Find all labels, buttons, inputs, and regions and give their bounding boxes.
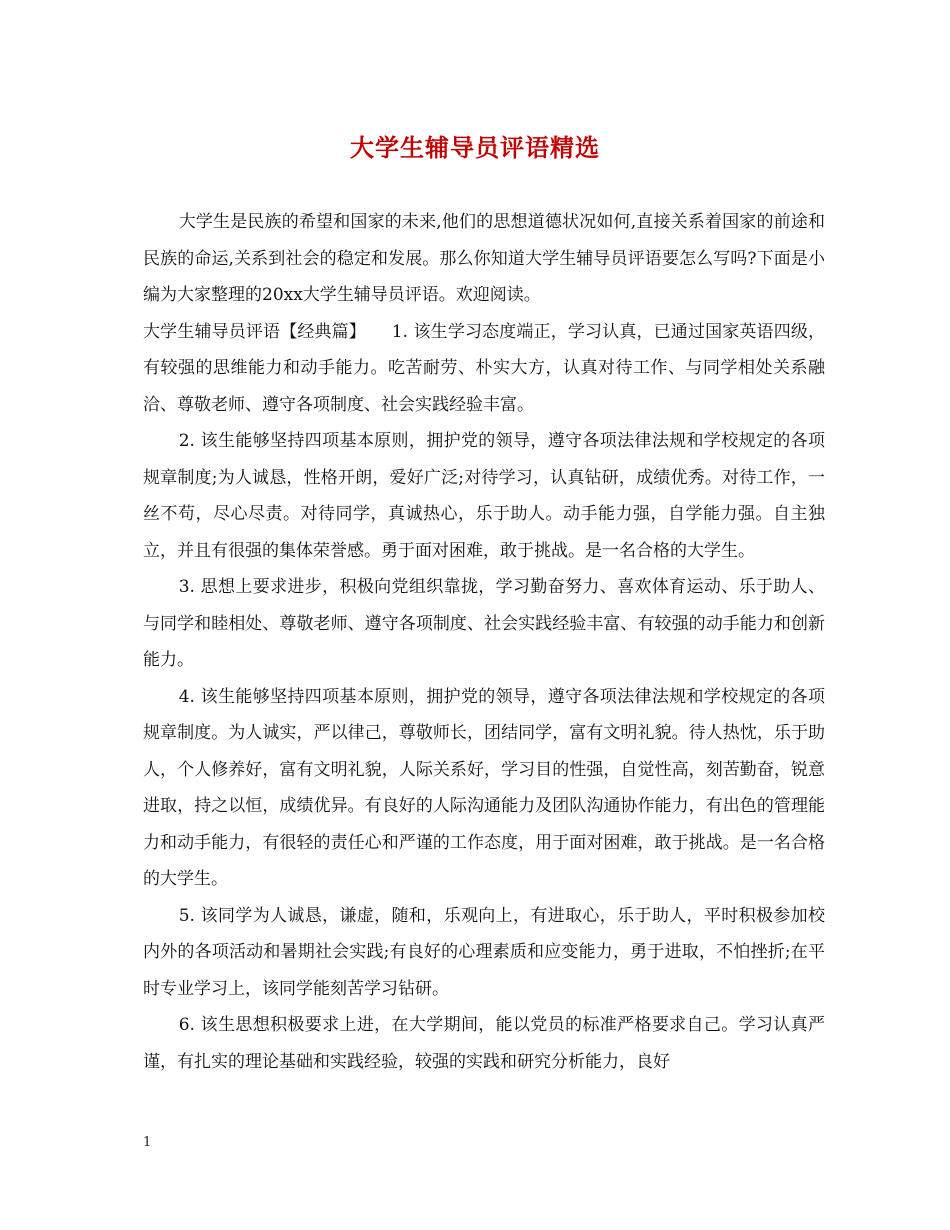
paragraph-item-1: 大学生辅导员评语【经典篇】 1. 该生学习态度端正，学习认真，已通过国家英语四级，有较强的思维能力和动手能力。吃苦耐劳、朴实大方，认真对待工作、与同学相处关系融洽、尊敬老师、遵守各项制度、社会实践经验丰富。 <box>143 321 825 415</box>
paragraph-item-6: 6. 该生思想积极要求上进，在大学期间，能以党员的标准严格要求自己。学习认真严谨，有扎实的理论基础和实践经验，较强的实践和研究分析能力，良好 <box>143 1015 825 1072</box>
paragraph-item-4: 4. 该生能够坚持四项基本原则，拥护党的领导，遵守各项法律法规和学校规定的各项规章制度。为人诚实，严以律己，尊敬师长，团结同学，富有文明礼貌。待人热忱，乐于助人，个人修养好，富有文明礼貌，人际关系好，学习目的性强，自觉性高，刻苦勤奋，锐意进取，持之以恒，成绩优异。有良好的人际沟通能力及团队沟通协作能力，有出色的管理能力和动手能力，有很轻的责任心和严谨的工作态度，用于面对困难，敢于挑战。是一名合格的大学生。 <box>143 686 825 889</box>
paragraph-item-2: 2. 该生能够坚持四项基本原则，拥护党的领导，遵守各项法律法规和学校规定的各项规章制度;为人诚恳，性格开朗，爱好广泛;对待学习，认真钻研，成绩优秀。对待工作，一丝不苟，尽心尽责。对待同学，真诚热心，乐于助人。动手能力强，自学能力强。自主独立，并且有很强的集体荣誉感。勇于面对困难，敢于挑战。是一名合格的大学生。 <box>143 431 825 561</box>
paragraph-intro: 大学生是民族的希望和国家的未来,他们的思想道德状况如何,直接关系着国家的前途和民族的命运,关系到社会的稳定和发展。那么你知道大学生辅导员评语要怎么写吗?下面是小编为大家整理的20xx大学生辅导员评语。欢迎阅读。 <box>143 212 825 305</box>
paragraph-item-3: 3. 思想上要求进步，积极向党组织靠拢，学习勤奋努力、喜欢体育运动、乐于助人、与同学和睦相处、尊敬老师、遵守各项制度、社会实践经验丰富、有较强的动手能力和创新能力。 <box>143 577 825 670</box>
page-number: 1 <box>143 1135 152 1150</box>
document-title: 大学生辅导员评语精选 <box>350 134 600 162</box>
paragraph-item-5: 5. 该同学为人诚恳，谦虚，随和，乐观向上，有进取心，乐于助人，平时积极参加校内外的各项活动和暑期社会实践;有良好的心理素质和应变能力，勇于进取，不怕挫折;在平时专业学习上，该同学能刻苦学习钻研。 <box>143 905 825 999</box>
document-body <box>143 204 825 1080</box>
